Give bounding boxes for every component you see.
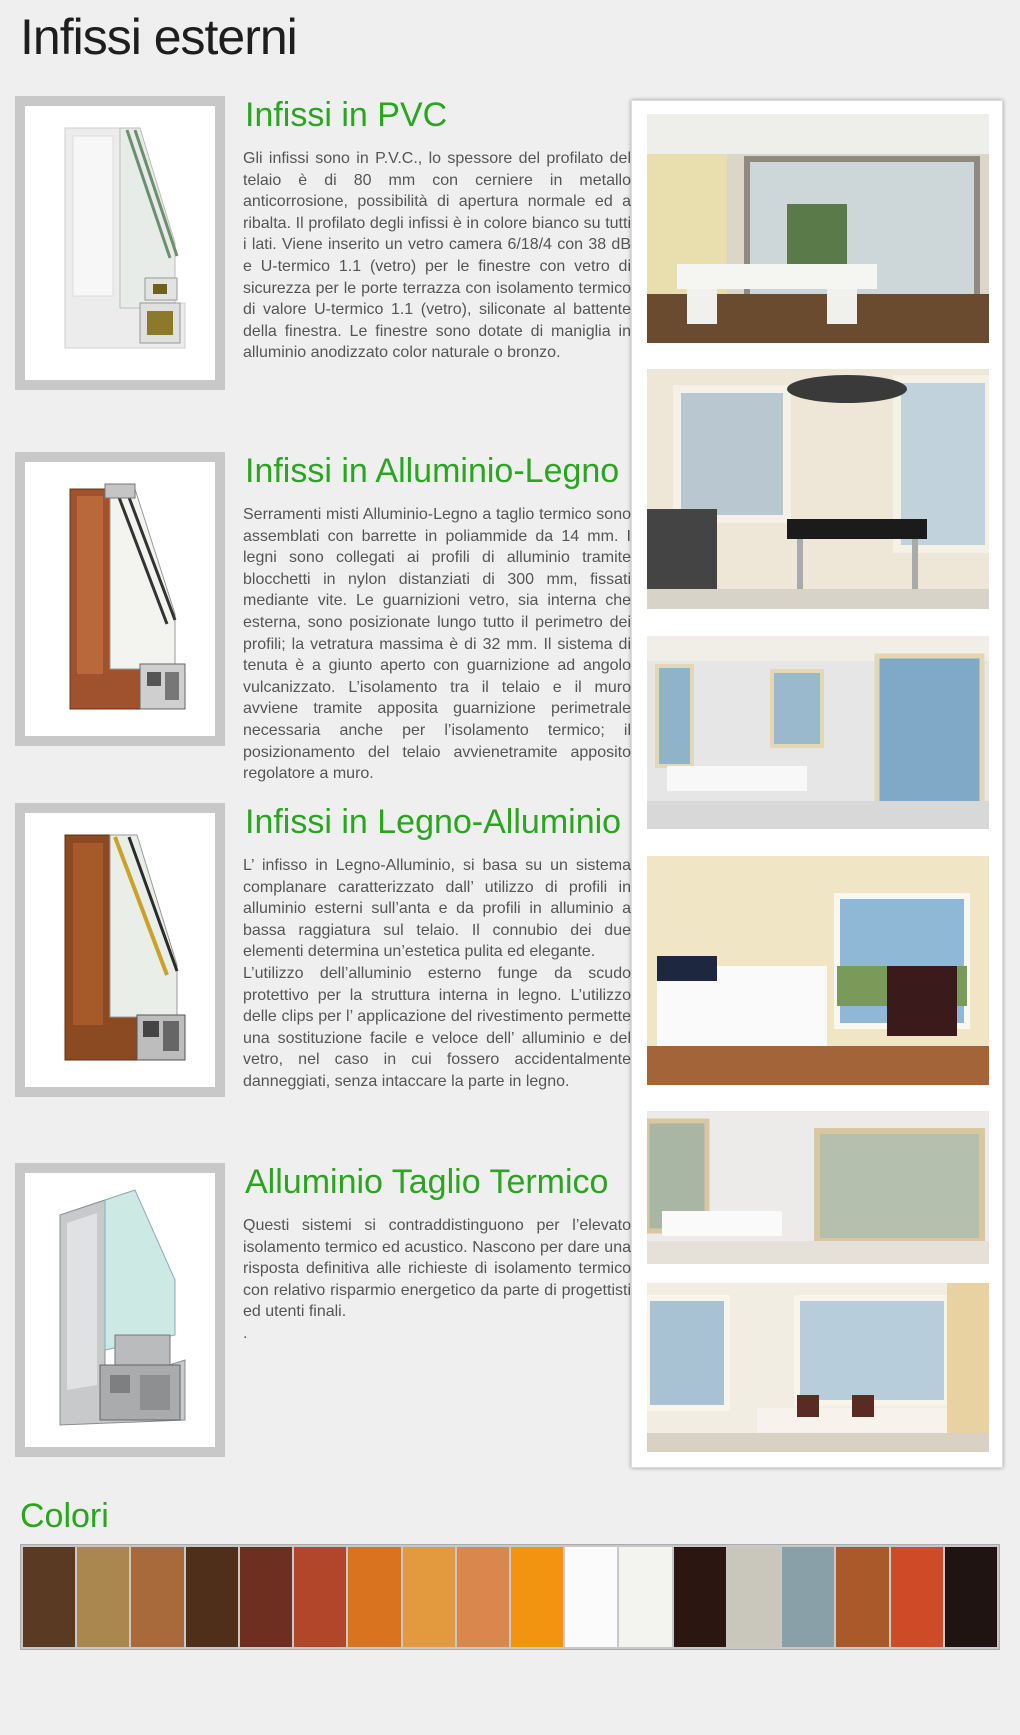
color-swatch[interactable]	[23, 1547, 75, 1647]
color-swatch[interactable]	[457, 1547, 509, 1647]
thermal-break-profile-image	[45, 1185, 195, 1435]
photo-gallery	[631, 100, 1003, 1468]
product-description-legno-alluminio	[243, 855, 631, 1093]
product-description-pvc: Gli infissi sono in P.V.C., lo spessore del profilato del telaio è di 80 mm con cerniere in metallo anticorrosione, possibilità di apertura normale ed a ribalta. Il profilato degli infissi è in colore bianco su tutti i lati. Viene inserito un vetro camera 6/18/4 con 38 dB e U-termico 1.1 (vetro) per le finestre con vetro di sicurezza per le porte terrazza con isolamento termico di valore U-termico 1.1 (vetro), siliconate al battente della finestra. Le finestre sono dotate di maniglia in alluminio anodizzato color naturale o bronzo.	[243, 150, 631, 362]
product-description-alluminio-legno: Serramenti misti Alluminio-Legno a taglio termico sono assemblati con barrette in poliammide da 14 mm. I legni sono collegati ai profili di alluminio tramite blocchetti in nylon distanziati di 300 mm, fissati mediante vite. Le guarnizioni vetro, sia interna che esterna, sono posizionate lungo tutto il perimetro dei profili; la vetratura massima è di 32 mm. Il sistema di tenuta è a giunto aperto con guarnizione ad angolo vulcanizzato. L’isolamento tra il telaio e il muro avviene tramite apposita guarnizione perimetrale necessaria anche per l’isolamento termico; il posizionamento del telaio avvienetramite apposito regolatore a muro.	[243, 506, 631, 783]
colors-title: Colori	[20, 1497, 109, 1535]
color-swatch[interactable]	[186, 1547, 238, 1647]
color-swatch[interactable]	[674, 1547, 726, 1647]
product-alluminio-taglio-termico	[15, 1163, 631, 1463]
product-description-legno-alluminio-p2: L’utilizzo dell’alluminio esterno funge da scudo protettivo per la struttura interna in legno. L’utilizzo delle clips per l’ applicazione del rivestimento permette una sostituzione facile e veloce dell’ alluminio e del vetro, nel caso in cui fossero accidentalmente danneggiati, senza intaccare la parte in legno.	[243, 964, 631, 1090]
color-swatch[interactable]	[728, 1547, 780, 1647]
product-description-alluminio-taglio-termico-p1: Questi sistemi si contraddistinguono per l’elevato isolamento termico ed acustico. Nascono per dare una risposta definitiva alle richieste di isolamento termico con relativo risparmio energetico da parte di progettisti ed utenti finali.	[243, 1217, 631, 1321]
product-image-frame	[15, 452, 225, 746]
product-title-alluminio-taglio-termico: Alluminio Taglio Termico	[245, 1163, 609, 1201]
color-swatch[interactable]	[945, 1547, 997, 1647]
product-image-frame	[15, 96, 225, 390]
color-swatch[interactable]	[836, 1547, 888, 1647]
product-title-legno-alluminio: Infissi in Legno-Alluminio	[245, 803, 622, 841]
color-swatch[interactable]	[131, 1547, 183, 1647]
gallery-photo-white-living-room-sea-view	[647, 636, 989, 829]
color-swatch[interactable]	[782, 1547, 834, 1647]
product-image-frame	[15, 803, 225, 1097]
color-swatches	[20, 1544, 1000, 1650]
color-swatch[interactable]	[511, 1547, 563, 1647]
color-swatch[interactable]	[619, 1547, 671, 1647]
product-image-frame	[15, 1163, 225, 1457]
pvc-profile-image	[45, 118, 195, 368]
product-description-legno-alluminio-p1: L’ infisso in Legno-Alluminio, si basa su un sistema complanare caratterizzato dall’ utilizzo di profili in alluminio esterni sull’anta e da profili in alluminio a bassa raggiatura sul telaio. Il connubio dei due elementi determina un’estetica pulita ed elegante.	[243, 857, 631, 961]
product-description-alluminio-taglio-termico-p2: .	[243, 1324, 248, 1342]
product-title-pvc: Infissi in PVC	[245, 96, 448, 134]
color-swatch[interactable]	[77, 1547, 129, 1647]
color-swatch[interactable]	[891, 1547, 943, 1647]
product-legno-alluminio	[15, 803, 631, 1103]
color-swatch[interactable]	[348, 1547, 400, 1647]
aluminium-wood-profile-image	[45, 474, 195, 724]
page-title: Infissi esterni	[20, 9, 297, 65]
product-alluminio-legno	[15, 452, 631, 783]
wood-aluminium-profile-image	[45, 825, 195, 1075]
color-swatch[interactable]	[240, 1547, 292, 1647]
product-pvc	[15, 96, 631, 396]
product-title-alluminio-legno: Infissi in Alluminio-Legno	[245, 452, 620, 490]
product-description-alluminio-taglio-termico	[243, 1215, 631, 1345]
color-swatch[interactable]	[403, 1547, 455, 1647]
color-swatch[interactable]	[294, 1547, 346, 1647]
gallery-photo-bedroom-french-doors	[647, 856, 989, 1085]
gallery-photo-terrace-dining-room	[647, 114, 989, 343]
gallery-photo-sofa-panoramic-windows	[647, 1283, 989, 1452]
gallery-photo-living-room-large-windows	[647, 1111, 989, 1264]
color-swatch[interactable]	[565, 1547, 617, 1647]
gallery-photo-kitchen-dining-windows	[647, 369, 989, 609]
